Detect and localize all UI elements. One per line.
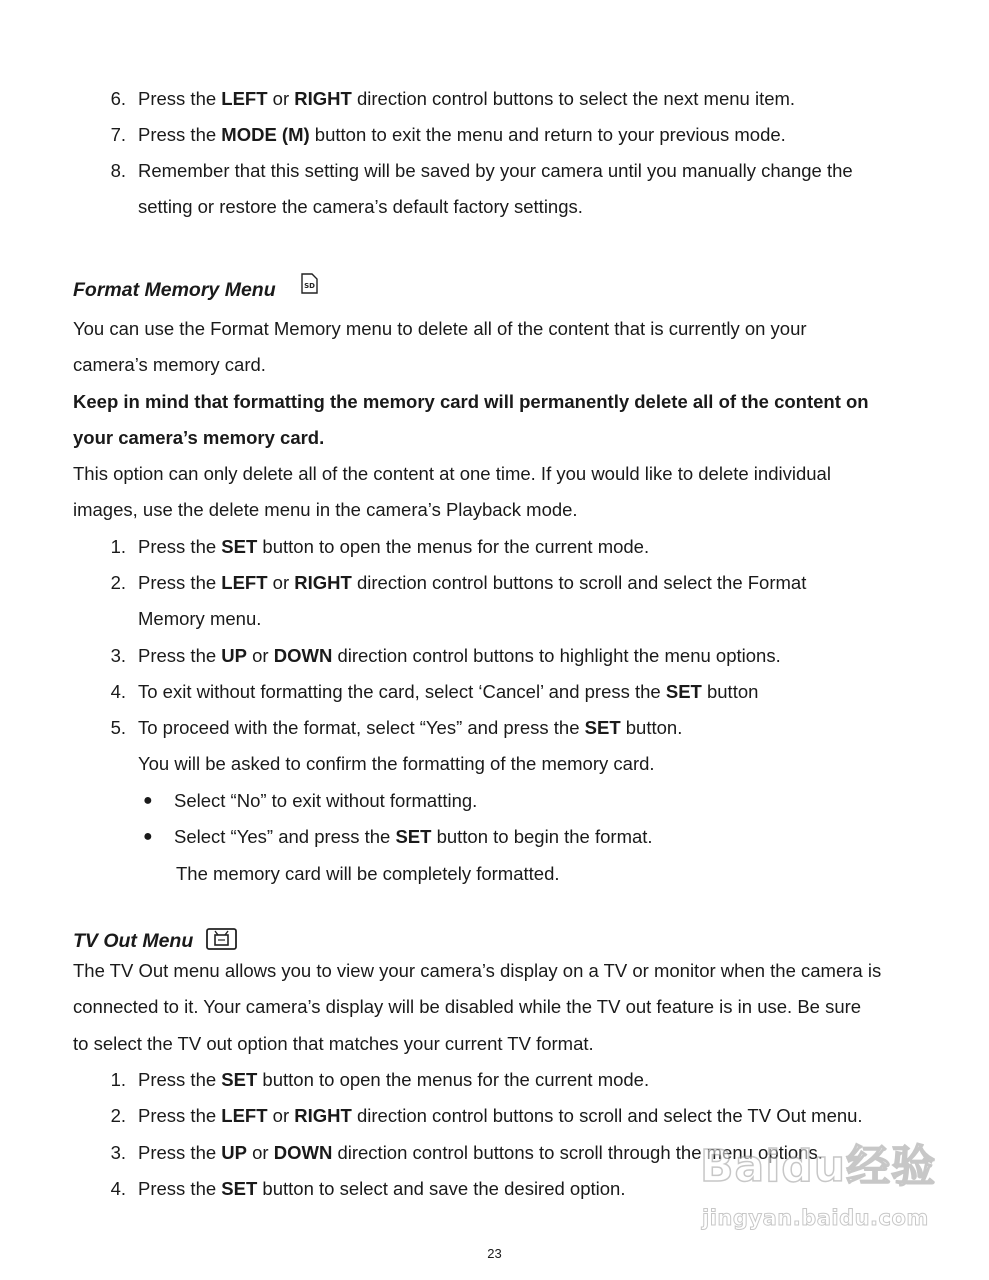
text-segment: Press the: [138, 124, 222, 145]
bold-term: LEFT: [221, 88, 268, 109]
bold-term: LEFT: [221, 572, 268, 593]
bold-term: SET: [584, 717, 621, 738]
bold-term: RIGHT: [294, 88, 352, 109]
text-segment: Press the: [138, 88, 222, 109]
bullet-icon: ●: [143, 792, 153, 809]
text-segment: Press the: [138, 536, 222, 557]
list-number: 1.: [110, 536, 126, 557]
list-item: [138, 88, 795, 110]
paragraph-line: camera’s memory card.: [73, 354, 266, 375]
bold-term: DOWN: [273, 645, 333, 666]
text-segment: or: [247, 1142, 274, 1163]
bold-term: SET: [221, 1178, 258, 1199]
text-segment: You will be asked to confirm the formatting of the memory card.: [138, 753, 655, 774]
list-item: [138, 1069, 649, 1091]
text-segment: button to select and save the desired option.: [257, 1178, 626, 1199]
paragraph-line: to select the TV out option that matches your current TV format.: [73, 1033, 594, 1054]
bold-term: SET: [665, 681, 702, 702]
paragraph-line: The TV Out menu allows you to view your camera’s display on a TV or monitor when the camera is: [73, 960, 882, 981]
list-number: 3.: [110, 645, 126, 666]
text-segment: direction control buttons to highlight the menu options.: [332, 645, 781, 666]
list-item: [138, 196, 583, 218]
list-number: 2.: [110, 1105, 126, 1126]
text-segment: direction control buttons to scroll and select the TV Out menu.: [351, 1105, 863, 1126]
warning-line: your camera’s memory card.: [73, 427, 325, 448]
bold-term: SET: [221, 536, 258, 557]
text-segment: button to open the menus for the current mode.: [257, 536, 650, 557]
list-item: [138, 572, 806, 594]
list-item: [138, 717, 682, 739]
text-segment: Select “Yes” and press the: [174, 826, 396, 847]
list-number: 3.: [110, 1142, 126, 1163]
bold-term: SET: [395, 826, 432, 847]
text-segment: or: [267, 88, 295, 109]
bold-term: UP: [221, 645, 247, 666]
list-number: 2.: [110, 572, 126, 593]
svg-text:SD: SD: [304, 282, 315, 290]
list-item: [138, 1178, 625, 1200]
bullet-icon: ●: [143, 828, 153, 845]
list-number: 1.: [110, 1069, 126, 1090]
text-segment: direction control buttons to scroll through the menu options.: [332, 1142, 823, 1163]
paragraph-line: This option can only delete all of the content at one time. If you would like to delete individual: [73, 463, 831, 484]
paragraph-line: connected to it. Your camera’s display will be disabled while the TV out feature is in use. Be sure: [73, 996, 862, 1017]
list-item: [138, 681, 758, 703]
list-number: 4.: [110, 681, 126, 702]
text-segment: Remember that this setting will be saved by your camera until you manually change the: [138, 160, 853, 181]
list-item: [138, 124, 786, 146]
list-item: [138, 536, 649, 558]
bold-term: SET: [221, 1069, 258, 1090]
text-segment: To proceed with the format, select “Yes” and press the: [138, 717, 585, 738]
list-item: [138, 753, 655, 775]
text-segment: button to begin the format.: [431, 826, 653, 847]
text-segment: Press the: [138, 1142, 222, 1163]
bold-term: RIGHT: [294, 572, 352, 593]
format-memory-heading: Format Memory Menu: [73, 279, 276, 301]
list-item: [138, 608, 261, 630]
text-segment: direction control buttons to select the next menu item.: [351, 88, 796, 109]
text-segment: Press the: [138, 1105, 222, 1126]
text-segment: Press the: [138, 645, 222, 666]
paragraph-line: images, use the delete menu in the camera’s Playback mode.: [73, 499, 578, 520]
list-number: 5.: [110, 717, 126, 738]
bold-term: LEFT: [221, 1105, 268, 1126]
list-number: 4.: [110, 1178, 126, 1199]
text-segment: Press the: [138, 572, 222, 593]
text-segment: Memory menu.: [138, 608, 262, 629]
text-segment: button: [701, 681, 759, 702]
list-number: 8.: [110, 160, 126, 181]
bullet-continuation: The memory card will be completely formatted.: [176, 863, 560, 884]
sd-card-icon: [301, 273, 318, 299]
text-segment: Select “No” to exit without formatting.: [174, 790, 478, 811]
watermark-url: jingyan.baidu.com: [702, 1206, 929, 1230]
bold-term: UP: [221, 1142, 247, 1163]
warning-line: Keep in mind that formatting the memory card will permanently delete all of the content on: [73, 391, 869, 412]
bold-term: RIGHT: [294, 1105, 352, 1126]
text-segment: setting or restore the camera’s default factory settings.: [138, 196, 583, 217]
bold-term: DOWN: [273, 1142, 333, 1163]
text-segment: button to exit the menu and return to your previous mode.: [309, 124, 786, 145]
list-item: [138, 1105, 863, 1127]
list-item: [138, 160, 853, 182]
tv-out-heading: TV Out Menu: [73, 930, 194, 952]
list-number: 7.: [110, 124, 126, 145]
bold-term: MODE (M): [221, 124, 310, 145]
text-segment: To exit without formatting the card, select ‘Cancel’ and press the: [138, 681, 666, 702]
watermark: [700, 1130, 940, 1240]
text-segment: button.: [620, 717, 683, 738]
list-number: 6.: [110, 88, 126, 109]
paragraph-line: You can use the Format Memory menu to delete all of the content that is currently on your: [73, 318, 807, 339]
text-segment: or: [247, 645, 274, 666]
page-number: 23: [487, 1246, 502, 1261]
text-segment: button to open the menus for the current mode.: [257, 1069, 650, 1090]
tv-icon: [206, 926, 237, 955]
watermark-logo: Baidu经验: [700, 1141, 937, 1192]
text-segment: Press the: [138, 1178, 222, 1199]
text-segment: or: [267, 1105, 295, 1126]
bullet-item: [174, 790, 477, 812]
bullet-item: [174, 826, 653, 848]
text-segment: Press the: [138, 1069, 222, 1090]
text-segment: or: [267, 572, 295, 593]
list-item: [138, 645, 781, 667]
text-segment: direction control buttons to scroll and select the Format: [351, 572, 807, 593]
